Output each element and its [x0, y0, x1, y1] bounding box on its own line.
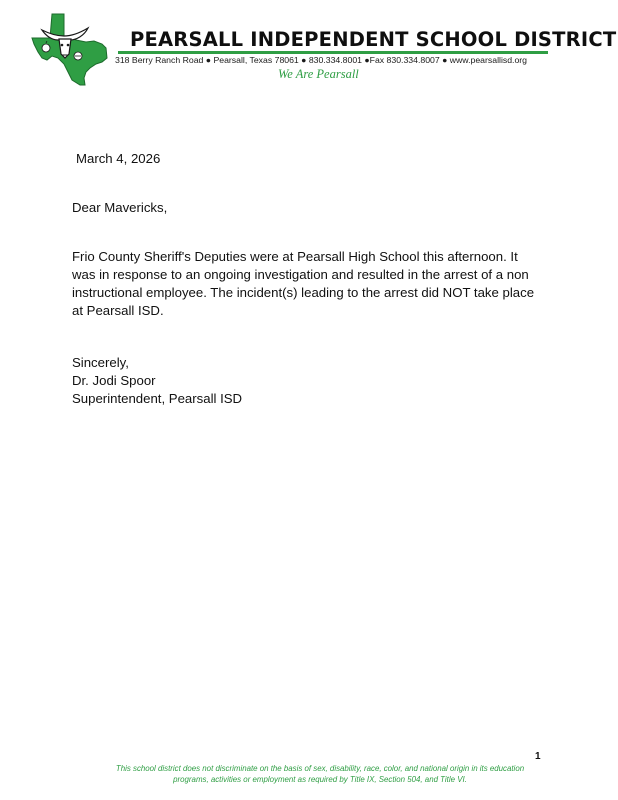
- graduation-emblem-icon: [74, 52, 82, 60]
- page-number: 1: [535, 751, 541, 762]
- letter-closing: Sincerely,: [72, 355, 129, 370]
- district-name: PEARSALL INDEPENDENT SCHOOL DISTRICT: [130, 28, 617, 51]
- texas-longhorn-logo-icon: [30, 12, 112, 88]
- body-line: was in response to an ongoing investigation and resulted in the arrest of a non: [72, 267, 529, 282]
- body-line: at Pearsall ISD.: [72, 303, 164, 318]
- nondiscrimination-notice: [40, 763, 600, 785]
- body-line: instructional employee. The incident(s) leading to the arrest did NOT take place: [72, 285, 535, 300]
- letter-date: March 4, 2026: [76, 151, 161, 166]
- district-tagline: We Are Pearsall: [278, 67, 359, 81]
- district-logo: [30, 12, 112, 88]
- letter-salutation: Dear Mavericks,: [72, 200, 168, 215]
- letter-signer-title: Superintendent, Pearsall ISD: [72, 391, 243, 406]
- body-line: Frio County Sheriff's Deputies were at Pearsall High School this afternoon. It: [72, 249, 518, 264]
- notice-line: This school district does not discriminate on the basis of sex, disability, race, color, and national origin in its education: [115, 764, 525, 773]
- district-address: 318 Berry Ranch Road ● Pearsall, Texas 78061 ● 830.334.8001 ●Fax 830.334.8007 ● www.pearsallisd.org: [115, 55, 528, 65]
- header-divider: [118, 51, 548, 54]
- letter-signer: Dr. Jodi Spoor: [72, 373, 156, 388]
- notice-line: programs, activities or employment as required by Title IX, Section 504, and Title VI.: [173, 775, 467, 784]
- letter-body: [72, 248, 534, 320]
